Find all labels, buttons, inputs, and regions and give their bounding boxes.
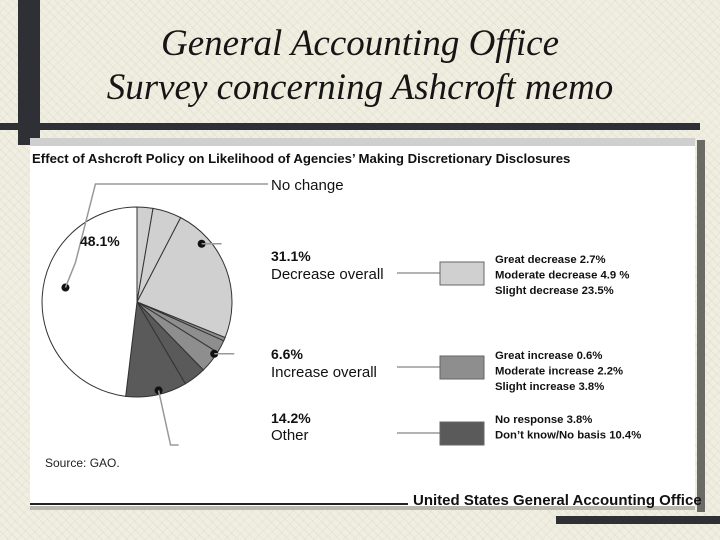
decrease-group-name: Decrease overall <box>271 266 384 283</box>
breakdown-great-decrease: Great decrease 2.7% <box>495 254 606 266</box>
slide-title <box>60 22 660 110</box>
increase-percent: 6.6% <box>271 346 303 362</box>
other-leader-line <box>159 390 179 445</box>
breakdown-don-t-know-no-basis: Don’t know/No basis 10.4% <box>495 429 642 442</box>
increase-group-name: Increase overall <box>271 364 377 381</box>
right-vertical-bar <box>697 140 705 512</box>
increase-swatch <box>440 356 484 379</box>
breakdown-slight-increase: Slight increase 3.8% <box>495 381 605 393</box>
slide-title-line-2: Survey concerning Ashcroft memo <box>106 67 614 108</box>
decrease-percent: 31.1% <box>271 248 311 264</box>
other-swatch <box>440 422 484 445</box>
decrease-swatch <box>440 262 484 285</box>
slide-title-line-1: General Accounting Office <box>161 23 559 64</box>
other-group-name: Other <box>271 427 309 444</box>
other-percent: 14.2% <box>271 410 311 426</box>
no-change-percent: 48.1% <box>80 233 120 249</box>
chart-title: Effect of Ashcroft Policy on Likelihood of Agencies’ Making Discretionary Disclosures <box>32 151 571 166</box>
breakdown-slight-decrease: Slight decrease 23.5% <box>495 285 614 297</box>
footer-rule <box>30 503 408 505</box>
source-note: Source: GAO. <box>45 456 120 470</box>
no-change-label: No change <box>271 177 344 194</box>
breakdown-moderate-decrease: Moderate decrease 4.9 % <box>495 269 630 282</box>
chart-panel <box>30 138 695 506</box>
breakdown-great-increase: Great increase 0.6% <box>495 350 603 362</box>
top-horizontal-bar <box>0 123 700 130</box>
footer-agency-name: United States General Accounting Office <box>413 492 702 509</box>
pie-chart <box>30 138 695 506</box>
breakdown-moderate-increase: Moderate increase 2.2% <box>495 365 624 378</box>
bottom-right-bar <box>556 516 720 524</box>
breakdown-no-response: No response 3.8% <box>495 414 593 426</box>
